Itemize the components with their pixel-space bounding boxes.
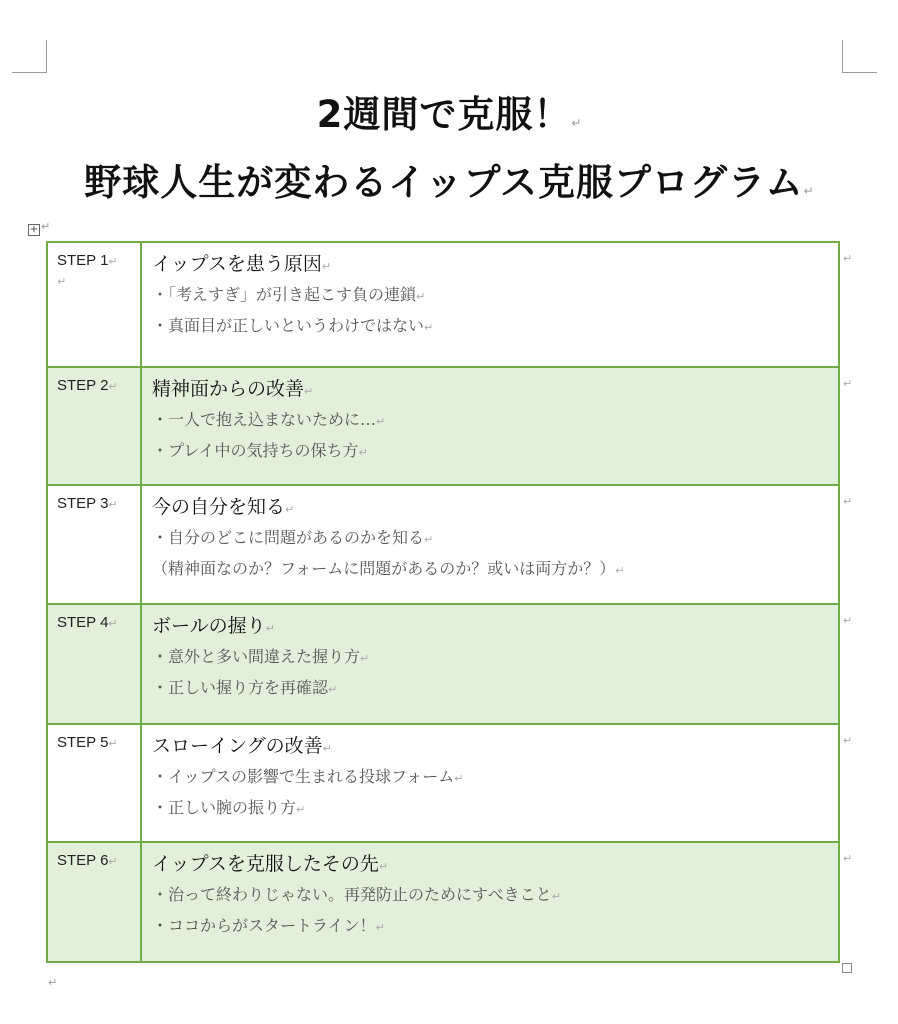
- step-label-cell[interactable]: [47, 485, 141, 604]
- page-corner-mark-top-left: [12, 40, 47, 73]
- paragraph-mark: ↵: [571, 116, 582, 130]
- step-content-cell[interactable]: [141, 604, 839, 724]
- step-label: STEP 6: [57, 852, 109, 869]
- paragraph-mark: ↵: [285, 503, 295, 516]
- paragraph-mark: ↵: [551, 890, 561, 903]
- table-row-step-4: [47, 604, 839, 724]
- step-label: STEP 1: [57, 252, 109, 269]
- table-row-step-1: [47, 242, 839, 367]
- paragraph-mark: ↵: [108, 499, 118, 511]
- step-label: STEP 3: [57, 495, 109, 512]
- step-item: ・治って終わりじゃない。再発防止のためにすべきこと: [152, 885, 552, 904]
- step-heading: 精神面からの改善: [152, 378, 305, 400]
- paragraph-mark: ↵: [57, 275, 67, 288]
- step-label: STEP 2: [57, 377, 109, 394]
- table-row-step-3: [47, 485, 839, 604]
- paragraph-mark: ↵: [265, 622, 275, 635]
- paragraph-mark: ↵: [108, 738, 118, 750]
- end-of-row-mark: ↵: [843, 614, 853, 627]
- paragraph-mark: ↵: [454, 772, 464, 785]
- end-of-row-mark: ↵: [843, 252, 853, 265]
- paragraph-mark: ↵: [304, 385, 314, 398]
- end-of-row-mark: ↵: [843, 734, 853, 747]
- step-item: ・一人で抱え込まないために…: [152, 410, 377, 429]
- steps-table: [46, 241, 840, 963]
- paragraph-mark: ↵: [360, 652, 370, 665]
- step-label: STEP 5: [57, 734, 109, 751]
- step-heading: イップスを患う原因: [152, 253, 322, 275]
- end-of-row-mark: ↵: [843, 377, 853, 390]
- paragraph-mark: ↵: [108, 856, 118, 868]
- step-label-cell[interactable]: [47, 842, 141, 962]
- document-title-line-2: 野球人生が変わるイップス克服プログラム↵: [84, 161, 814, 204]
- step-label-cell[interactable]: [47, 242, 141, 367]
- paragraph-mark: ↵: [41, 220, 51, 233]
- step-label-cell[interactable]: [47, 724, 141, 842]
- step-item: ・自分のどこに問題があるのかを知る: [152, 528, 425, 547]
- step-item: ・意外と多い間違えた握り方: [152, 647, 361, 666]
- step-item: ・正しい握り方を再確認: [152, 678, 329, 697]
- paragraph-mark: ↵: [328, 683, 338, 696]
- paragraph-mark: ↵: [321, 260, 332, 273]
- step-content-cell[interactable]: [141, 242, 839, 367]
- paragraph-mark: ↵: [416, 290, 426, 303]
- step-item: ・正しい腕の振り方: [152, 798, 297, 817]
- table-row-step-2: [47, 367, 839, 485]
- page-corner-mark-top-right: [842, 40, 877, 73]
- step-heading: イップスを克服したその先: [152, 853, 379, 875]
- paragraph-mark: ↵: [424, 321, 434, 334]
- table-row-step-5: [47, 724, 839, 842]
- step-content-cell[interactable]: [141, 485, 839, 604]
- step-content-cell[interactable]: [141, 842, 839, 962]
- paragraph-mark: ↵: [376, 415, 386, 428]
- paragraph-mark: ↵: [108, 256, 118, 268]
- step-heading: ボールの握り: [152, 615, 266, 637]
- paragraph-mark: ↵: [108, 381, 118, 393]
- paragraph-mark: ↵: [108, 618, 118, 630]
- end-of-row-mark: ↵: [843, 495, 853, 508]
- step-item: ・ココからがスタートライン！: [152, 916, 376, 935]
- step-label-cell[interactable]: [47, 604, 141, 724]
- step-content-cell[interactable]: [141, 724, 839, 842]
- step-label: STEP 4: [57, 614, 109, 631]
- step-item: ・真面目が正しいというわけではない: [152, 316, 425, 335]
- paragraph-mark: ↵: [803, 184, 814, 198]
- document-title-line-1: 2週間で克服！↵: [316, 93, 582, 136]
- table-move-handle-icon[interactable]: +: [29, 224, 39, 235]
- step-item: ・プレイ中の気持ちの保ち方: [152, 441, 359, 460]
- step-heading: スローイングの改善: [152, 735, 323, 757]
- table-resize-handle[interactable]: [842, 963, 852, 973]
- end-of-row-mark: ↵: [843, 852, 853, 865]
- paragraph-mark: ↵: [378, 860, 389, 873]
- paragraph-mark: ↵: [296, 803, 306, 816]
- step-content-cell[interactable]: [141, 367, 839, 485]
- paragraph-mark: ↵: [358, 446, 368, 459]
- paragraph-mark: ↵: [322, 742, 332, 755]
- paragraph-mark: ↵: [375, 921, 385, 934]
- paragraph-mark: ↵: [424, 533, 434, 546]
- step-item: ・イップスの影響で生まれる投球フォーム: [152, 767, 455, 786]
- table-row-step-6: [47, 842, 839, 962]
- step-label-cell[interactable]: [47, 367, 141, 485]
- paragraph-mark: ↵: [615, 564, 625, 577]
- step-item: ・「考えすぎ」が引き起こす負の連鎖: [152, 285, 417, 304]
- step-item: （精神面なのか？フォームに問題があるのか？或いは両方か？）: [152, 559, 616, 578]
- paragraph-mark: ↵: [48, 976, 58, 989]
- step-heading: 今の自分を知る: [152, 496, 286, 518]
